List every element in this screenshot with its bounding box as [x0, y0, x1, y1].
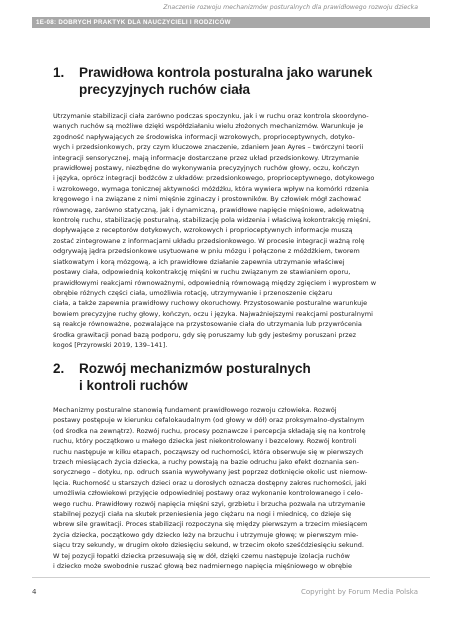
page-number: 4: [32, 588, 37, 596]
copyright-notice: Copyright by Forum Media Polska: [301, 588, 418, 596]
paragraph-line: zgodność napływających ze środowiska informacji wzrokowych, proprioceptywnych, dotyko-: [53, 132, 355, 141]
section-1-body: [53, 111, 423, 350]
paragraph-line: i wzrokowego, wymaga tonicznej aktywności móżdżku, która wywiera wpływ na komórki rdzenia: [53, 184, 369, 193]
paragraph-line: wego ruchu. Prawidłowy rozwój napięcia mięśni szyi, grzbietu i brzucha pozwala na utrzymanie: [53, 499, 366, 508]
paragraph-line: kontrolę ruchu, stabilizację posturalną, stabilizację pola widzenia i właściwą kokontrakcję mięśni,: [53, 216, 371, 225]
paragraph-line: kogoś [Przyrowski 2019, 139–141].: [53, 340, 168, 349]
paragraph-line: umożliwia człowiekowi przyjęcie odpowiedniej postawy oraz wykonanie kontrolowanego i celo-: [53, 489, 363, 498]
section-1-heading: [53, 64, 423, 98]
paragraph-line: bowiem precyzyjne ruchy głowy, kończyn, oczu i języka. Najważniejszymi reakcjami posturalnymi: [53, 309, 373, 318]
paragraph-line: są reakcje równoważne, pozwalające na przystosowanie ciała do utrzymania lub przywrócenia: [53, 320, 362, 329]
paragraph-line: i dziecko może swobodnie ruszać głową bez nadmiernego napięcia mięśniowego w obrębie: [53, 562, 352, 571]
paragraph-line: kręgowego i na związane z nimi mięśnie zginaczy i prostowników. By człowiek mógł zachować: [53, 195, 362, 204]
paragraph-line: wych i przedsionkowych, przy czym kluczowe znaczenie, zdaniem Jean Ayres – twórczyni teorii: [53, 143, 364, 152]
paragraph-line: siącu trzy sekundy, w drugim około dziesięciu sekund, w trzecim około sześćdziesięciu sekund.: [53, 541, 364, 550]
paragraph-line: dopływające z receptorów dotykowych, wzrokowych i proprioceptywnych informacje muszą: [53, 226, 353, 235]
paragraph-line: siatkowatym i korą mózgową, a ich prawidłowe działanie zapewnia utrzymanie właściwej: [53, 257, 345, 266]
chapter-banner: 1E-08: DOBRYCH PRAKTYK DLA NAUCZYCIELI I RODZICÓW: [32, 17, 430, 28]
footer-divider: [32, 577, 430, 578]
section-number: 2.: [53, 361, 65, 376]
paragraph-line: lęcia. Ruchomość u starszych dzieci oraz u dorosłych oznacza dostępny zakres ruchomości, jaki: [53, 478, 367, 487]
paragraph-line: stabilnej pozycji ciała na skutek przeniesienia jego ciężaru na nogi i miednicę, co dzieje się: [53, 510, 352, 519]
paragraph-line: prawidłowymi reakcjami równoważnymi, odpowiednią równowagą między zgięciem i wyprostem w: [53, 278, 377, 287]
running-head: Znaczenie rozwoju mechanizmów posturalnych dla prawidłowego rozwoju dziecka: [163, 4, 418, 11]
section-title-line: Rozwój mechanizmów posturalnych: [79, 361, 311, 376]
paragraph-line: W tej pozycji łopatki dziecka przesuwają się w dół, dzięki czemu następuje izolacja ruchów: [53, 551, 350, 560]
paragraph-line: Utrzymanie stabilizacji ciała zarówno podczas spoczynku, jak i w ruchu oraz kontrola skoordyno-: [53, 112, 369, 120]
paragraph-line: ciała, a także zapewnia prawidłowy ruchowy okoruchowy. Przystosowanie posturalne warunkuje: [53, 299, 368, 308]
paragraph-line: postawy postępuje w kierunku cefalokaudalnym (od głowy w dół) oraz proksymalno-dystalnym: [53, 416, 365, 425]
paragraph-line: odgrywają jądra przedsionkowe usytuowane w pniu mózgu i połączone z móżdżkiem, tworem: [53, 247, 360, 256]
paragraph-line: wanych ruchów są możliwe dzięki współdziałaniu wielu złożonych mechanizmów. Warunkuje je: [53, 122, 364, 131]
section-number: 1.: [53, 65, 65, 80]
paragraph-line: trzech miesiącach życia dziecka, a ruchy powstają na bazie odruchu jako efekt doznania sen-: [53, 458, 360, 467]
paragraph-line: postawy ciała, odpowiednią kokontrakcję mięśni w ruchu związanym ze stawianiem oporu,: [53, 268, 351, 277]
paragraph-line: sorycznego – dotyku, np. odruch ssania wywoływany jest poprzez dotknięcie okolic ust niemow-: [53, 468, 368, 477]
section-title-line: Prawidłowa kontrola posturalna jako warunek: [79, 65, 373, 80]
section-title-line: precyzyjnych ruchów ciała: [79, 82, 251, 97]
paragraph-line: ruchu, który początkowo u małego dziecka jest niekontrolowany i bezcelowy. Rozwój kontroli: [53, 437, 357, 446]
paragraph-line: równowagę, zarówno statyczną, jak i dynamiczną, prawidłowe napięcie mięśniowe, adekwatną: [53, 205, 364, 214]
section-2-body: [53, 405, 423, 572]
section-title-line: i kontroli ruchów: [79, 378, 188, 393]
section-2-heading: [53, 360, 423, 394]
paragraph-line: środka grawitacji ponad bazą podporu, gdy się poruszamy lub gdy jesteśmy poruszani przez: [53, 330, 357, 339]
paragraph-line: Mechanizmy posturalne stanowią fundament prawidłowego rozwoju człowieka. Rozwój: [53, 406, 337, 414]
paragraph-line: obrębie różnych części ciała, umożliwia rotację, utrzymywanie i przenoszenie ciężaru: [53, 288, 333, 297]
paragraph-line: życia dziecka, początkowo gdy dziecko leży na brzuchu i utrzymuje głowę; w pierwszym mie-: [53, 530, 359, 539]
paragraph-line: wbrew sile grawitacji. Proces stabilizacji rozpoczyna się między pierwszym a trzecim miesiącem: [53, 520, 368, 529]
paragraph-line: i języka, oprócz integracji bodźców z układów: przedsionkowego, proprioceptywnego, dotykowego: [53, 174, 375, 183]
paragraph-line: ruchu następuje w kilku etapach, począwszy od ruchomości, która obserwuje się w pierwszych: [53, 447, 364, 456]
paragraph-line: prawidłowej postawy, niezbędne do wykonywania precyzyjnych ruchów głowy, oczu, kończyn: [53, 164, 360, 173]
paragraph-line: (od środka na zewnątrz). Rozwój ruchu, procesy poznawcze i percepcja składają się na kontrolę: [53, 426, 366, 435]
paragraph-line: integracji sensorycznej, mają informacje dostarczane przez układ przedsionkowy. Utrzymanie: [53, 153, 360, 162]
paragraph-line: zostać zintegrowane z informacjami układu przedsionkowego. W procesie integracji ważną rolę: [53, 236, 365, 245]
